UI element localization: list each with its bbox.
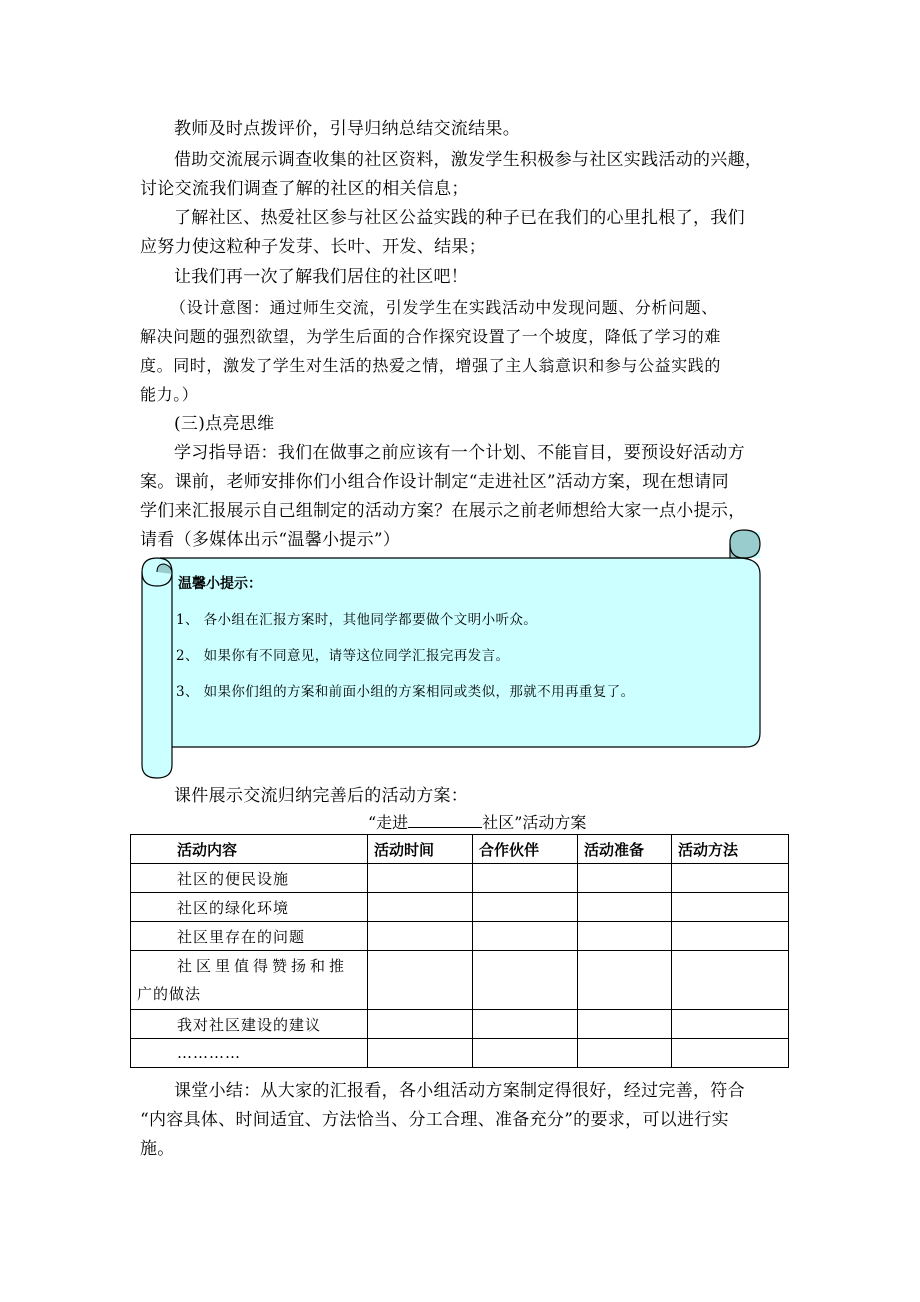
text-line: 请看（多媒体出示“温馨小提示”）	[140, 530, 401, 550]
table-cell	[368, 1010, 473, 1039]
header-cell: 活动准备	[578, 835, 672, 864]
table-cell	[368, 864, 473, 893]
table-cell	[473, 922, 578, 951]
text-line: 了解社区、热爱社区参与社区公益实践的种子已在我们的心里扎根了，我们	[174, 208, 745, 228]
text-line: 施。	[140, 1139, 175, 1159]
table-row	[131, 1010, 789, 1039]
table-row	[131, 951, 789, 1010]
paragraph-community-data	[140, 146, 788, 204]
table-row	[131, 1039, 789, 1068]
row-label: 社区的绿化环境	[131, 893, 368, 922]
table-cell	[672, 922, 789, 951]
row-label: …………	[131, 1039, 368, 1068]
text-line: 能力。）	[140, 385, 199, 404]
table-cell	[368, 951, 473, 1010]
table-cell	[578, 864, 672, 893]
table-cell	[578, 1010, 672, 1039]
header-cell: 活动方法	[672, 835, 789, 864]
row-label-multiline	[131, 951, 368, 1010]
scroll-curl-top	[730, 530, 760, 558]
row-label-line: 社区里值得赞扬和推	[177, 957, 349, 975]
row-label: 我对社区建设的建议	[131, 1010, 368, 1039]
courseware-intro	[140, 782, 822, 811]
caption-before: “走进	[368, 813, 409, 832]
table-cell	[473, 1010, 578, 1039]
text-line: 借助交流展示调查收集的社区资料，激发学生积极参与社区实践活动的兴趣，	[174, 150, 763, 170]
activity-plan-table	[130, 834, 789, 1068]
table-caption	[368, 810, 586, 833]
text-line: “内容具体、时间适宜、方法恰当、分工合理、准备充分”的要求，可以进行实	[140, 1110, 729, 1130]
text-line: 教师及时点拨评价，引导归纳总结交流结果。	[174, 119, 520, 139]
tip-item-1: 1、 各小组在汇报方案时，其他同学都要做个文明小听众。	[176, 612, 538, 628]
table-cell	[473, 864, 578, 893]
table-cell	[368, 893, 473, 922]
table-cell	[578, 893, 672, 922]
tip-item-2: 2、 如果你有不同意见，请等这位同学汇报完再发言。	[176, 648, 510, 664]
text-line: 度。同时，激发了学生对生活的热爱之情，增强了主人翁意识和参与公益实践的	[140, 356, 722, 375]
table-cell	[672, 893, 789, 922]
tips-title: 温馨小提示：	[178, 576, 262, 592]
paragraph-seed-metaphor	[140, 204, 788, 262]
table-cell	[473, 951, 578, 1010]
caption-after: 社区”活动方案	[482, 813, 587, 832]
table-cell	[578, 951, 672, 1010]
table-cell	[473, 1039, 578, 1068]
table-cell	[368, 1039, 473, 1068]
table-cell	[473, 893, 578, 922]
text-line: 应努力使这粒种子发芽、长叶、开发、结果；	[140, 237, 486, 257]
table-row	[131, 893, 789, 922]
caption-blank	[408, 813, 482, 828]
table-cell	[578, 922, 672, 951]
paragraph-revisit-community	[140, 263, 822, 292]
scroll-roll-left	[142, 558, 172, 778]
table-header-row	[131, 835, 789, 864]
text-line: 解决问题的强烈欲望，为学生后面的合作探究设置了一个坡度，降低了学习的难	[140, 327, 722, 346]
table-cell	[672, 1039, 789, 1068]
text-line: 课堂小结：从大家的汇报看，各小组活动方案制定得很好，经过完善，符合	[174, 1081, 745, 1101]
text-line: 讨论交流我们调查了解的社区的相关信息；	[140, 179, 469, 199]
header-cell: 活动内容	[131, 835, 368, 864]
text-line: 让我们再一次了解我们居住的社区吧！	[174, 267, 469, 287]
table-row	[131, 864, 789, 893]
table-cell	[672, 1010, 789, 1039]
text-line: 学习指导语：我们在做事之前应该有一个计划、不能盲目，要预设好活动方	[174, 443, 745, 463]
table-cell	[672, 951, 789, 1010]
section-heading	[140, 410, 822, 439]
tip-item-3: 3、 如果你们组的方案和前面小组的方案相同或类似，那就不用再重复了。	[176, 684, 635, 700]
table-cell	[578, 1039, 672, 1068]
text-line: 学们来汇报展示自己组制定的活动方案？在展示之前老师想给大家一点小提示，	[140, 501, 746, 521]
header-cell: 活动时间	[368, 835, 473, 864]
text-line: 案。课前，老师安排你们小组合作设计制定“走进社区”活动方案，现在想请同	[140, 472, 729, 492]
design-intent-note	[140, 293, 788, 409]
table-cell	[368, 922, 473, 951]
paragraph-teacher-evaluation	[140, 115, 822, 144]
paragraph-class-summary	[140, 1077, 788, 1164]
text-line: 课件展示交流归纳完善后的活动方案：	[174, 786, 469, 806]
table-cell	[672, 864, 789, 893]
text-line: （设计意图：通过师生交流，引发学生在实践活动中发现问题、分析问题、	[170, 298, 718, 317]
table-row	[131, 922, 789, 951]
section-heading-text: (三)点亮思维	[174, 414, 275, 434]
row-label: 社区里存在的问题	[131, 922, 368, 951]
header-cell: 合作伙伴	[473, 835, 578, 864]
row-label: 社区的便民设施	[131, 864, 368, 893]
row-label-line: 广的做法	[137, 985, 202, 1003]
